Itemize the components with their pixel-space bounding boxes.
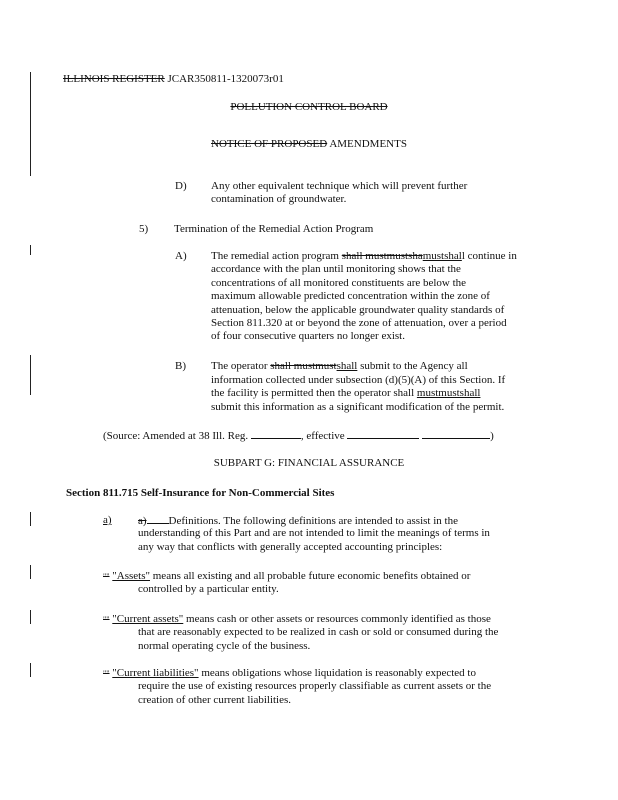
item-d-line: Any other equivalent technique which will prevent further [211, 180, 468, 192]
item-b-text: the facility is permitted then the operator shall [211, 387, 415, 399]
change-bar [30, 565, 31, 579]
register-code: JCAR350811-1320073r01 [167, 73, 284, 85]
item-b-label: B) [175, 360, 186, 372]
struck-text: shall mustmust [270, 360, 337, 372]
change-bar [30, 610, 31, 624]
item-b-line [211, 387, 480, 400]
notice-rest: AMENDMENTS [329, 138, 407, 150]
definition-text: means all existing and all probable future economic benefits obtained or [150, 570, 471, 582]
item-d-label: D) [175, 180, 187, 192]
item-a-line: accordance with the plan until monitoring shows that the [211, 263, 461, 275]
board-title: POLLUTION CONTROL BOARD [230, 101, 388, 113]
item-a-line: concentrations of all monitored constituents are below the [211, 277, 467, 289]
blank-line [422, 429, 490, 439]
defined-term: "Current assets" [112, 613, 184, 625]
section-title: Section 811.715 Self-Insurance for Non-Commercial Sites [66, 487, 335, 499]
inserted-text: shall [336, 360, 358, 372]
change-bar [30, 512, 31, 526]
definition-assets [103, 570, 470, 583]
definition-current-assets-line: normal operating cycle of the business. [138, 640, 311, 652]
item-a-line: attenuation, below the applicable groundwater quality standards of [211, 304, 505, 316]
definitions-line: understanding of this Part and are not intended to limit the meanings of terms in [138, 527, 490, 539]
register-struck: ILLINOIS REGISTER [63, 73, 165, 85]
item-b-text: submit to the Agency all [360, 360, 468, 372]
blank-line [147, 514, 169, 524]
definition-text: means obligations whose liquidation is reasonably expected to [198, 667, 476, 679]
definition-current-assets-line: that are reasonably expected to be realized in cash or sold or consumed during the [138, 626, 499, 638]
item-b-line [211, 360, 468, 373]
struck-text: "" [103, 572, 110, 581]
blank-line [347, 429, 419, 439]
item-a-line: maximum allowable predicted concentration within the zone of [211, 290, 490, 302]
item-b-line: submit this information as a significant modification of the permit. [211, 401, 505, 413]
change-bar [30, 72, 31, 176]
item-5-label: 5) [139, 223, 149, 235]
definitions-line: any way that conflicts with generally accepted accounting principles: [138, 541, 443, 553]
defined-term: "Assets" [112, 570, 150, 582]
definition-current-liabilities-line: creation of other current liabilities. [138, 694, 292, 706]
source-text: (Source: Amended at 38 Ill. Reg. [103, 430, 249, 442]
source-note [103, 429, 494, 443]
item-a-text: The remedial action program [211, 250, 339, 262]
struck-text: shall mustmustsha [341, 250, 423, 262]
item-a-label: A) [175, 250, 187, 262]
change-bar [30, 663, 31, 677]
notice-struck: NOTICE OF PROPOSED [211, 138, 328, 150]
inserted-text: mustshal [422, 250, 462, 262]
item-d-line: contamination of groundwater. [211, 193, 347, 205]
definition-text: means cash or other assets or resources commonly identified as those [183, 613, 491, 625]
subsection-marker: a) [103, 514, 112, 526]
source-text: , effective [300, 430, 345, 442]
definition-current-liabilities [103, 667, 476, 680]
struck-text: "" [103, 615, 110, 624]
item-a-text: l continue in [461, 250, 517, 262]
notice-title [0, 138, 618, 151]
item-b-line: information collected under subsection (d)(5)(A) of this Section. If [211, 374, 506, 386]
item-a-line [211, 250, 517, 263]
change-bar [30, 245, 31, 255]
register-header [63, 73, 284, 86]
item-a-line: Section 811.320 at or beyond the zone of attenuation, over a period [211, 317, 507, 329]
inserted-text: mustmustshall [416, 387, 481, 399]
struck-text: "" [103, 669, 110, 678]
subpart-heading: SUBPART G: FINANCIAL ASSURANCE [213, 457, 405, 469]
definition-assets-line: controlled by a particular entity. [138, 583, 279, 595]
blank-line [251, 429, 301, 439]
item-b-text: The operator [211, 360, 268, 372]
item-5-heading: Termination of the Remedial Action Program [174, 223, 374, 235]
item-a-line: of four consecutive quarters no longer exist. [211, 330, 405, 342]
definition-current-liabilities-line: require the use of existing resources properly classifiable as current assets or the [138, 680, 492, 692]
change-bar [30, 355, 31, 395]
struck-text: a) [138, 515, 147, 527]
definitions-text: The following definitions are intended to assist in the [223, 515, 458, 527]
source-text: ) [490, 430, 494, 442]
definitions-title: Definitions. [168, 515, 221, 527]
defined-term: "Current liabilities" [112, 667, 199, 679]
definition-current-assets [103, 613, 491, 626]
